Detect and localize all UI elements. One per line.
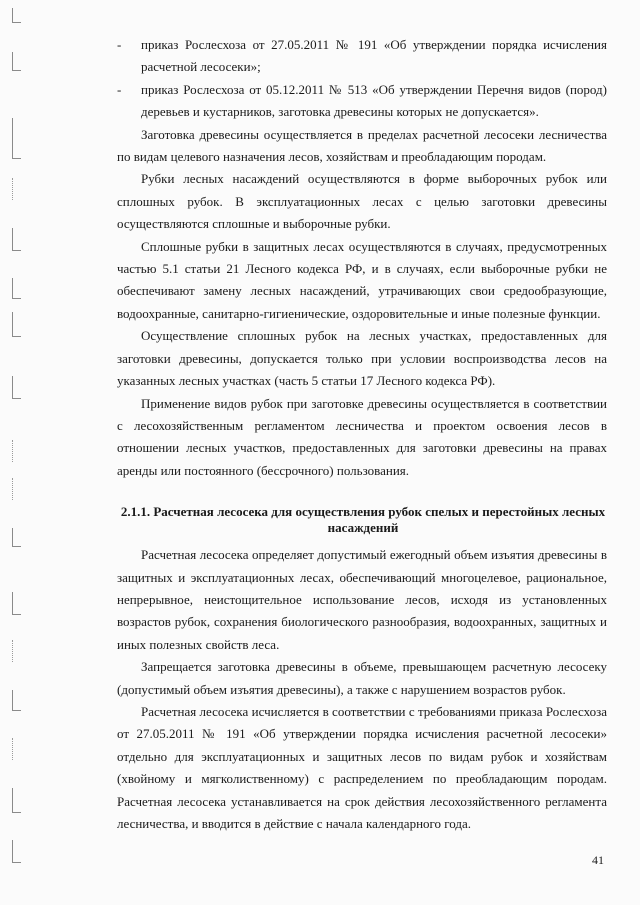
binding-mark [12, 376, 21, 399]
bullet-text: приказ Рослесхоза от 27.05.2011 № 191 «Об утверждении порядка исчисления расчетной лесосеки»; [141, 37, 607, 75]
binding-mark [12, 440, 14, 462]
paragraph: Применение видов рубок при заготовке древесины осуществляется в соответствии с лесохозяйственным регламентом лесничества и проектом освоения лесов в отношении лесных участков, предоставленных для заготовки древесины на правах аренды или постоянного (бессрочного) пользования. [117, 395, 607, 478]
bullet-marker: - [117, 81, 122, 97]
paragraph: Расчетная лесосека определяет допустимый ежегодный объем изъятия древесины в защитных и эксплуатационных лесах, обеспечивающий многоцелевое, рациональное, непрерывное, неистощительное использование лесов, исходя из установленных возрастов рубок, сохранения биологического разнообразия, водоохранных, защитных и иных полезных свойств леса. [117, 547, 607, 652]
bullet-item [117, 79, 607, 124]
bullet-item [117, 34, 607, 79]
paragraph: Заготовка древесины осуществляется в пределах расчетной лесосеки лесничества по видам целевого назначения лесов, хозяйствам и преобладающим породам. [117, 126, 607, 165]
binding-mark [12, 278, 21, 299]
binding-mark [12, 738, 14, 760]
binding-mark [12, 840, 21, 863]
binding-mark [12, 228, 21, 251]
binding-mark [12, 528, 21, 547]
binding-mark [12, 640, 14, 662]
binding-mark [12, 690, 21, 711]
paragraph: Расчетная лесосека исчисляется в соответствии с требованиями приказа Рослесхоза от 27.05.2011 № 191 «Об утверждении порядка исчисления расчетной лесосеки» отдельно для эксплуатационных и защитных лесов по видам рубок и хозяйствам (хвойному и мягколиственному) с распределением по преобладающим породам. Расчетная лесосека устанавливается на срок действия лесохозяйственного регламента лесничества, и вводится в действие с начала календарного года. [117, 703, 607, 831]
section-heading: 2.1.1. Расчетная лесосека для осуществления рубок спелых и перестойных лесных насаждений [120, 504, 606, 536]
paragraph: Сплошные рубки в защитных лесах осуществляются в случаях, предусмотренных частью 5.1 статьи 21 Лесного кодекса РФ, и в случаях, если выборочные рубки не обеспечивают замену лесных насаждений, утрачивающих свои средообразующие, водоохранные, санитарно-гигиенические, оздоровительные и иные полезные функции. [117, 238, 607, 321]
bullet-marker: - [117, 37, 122, 52]
paragraph: Запрещается заготовка древесины в объеме, превышающем расчетную лесосеку (допустимый объем изъятия древесины), а также с нарушением возрастов рубок. [117, 659, 607, 697]
binding-mark [12, 52, 21, 71]
binding-mark [12, 8, 21, 23]
bullet-text: приказ Рослесхоза от 05.12.2011 № 513 «Об утверждении Перечня видов (пород) деревьев и кустарников, заготовка древесины которых не допускается». [141, 81, 607, 120]
binding-mark [12, 178, 14, 200]
binding-mark [12, 788, 21, 813]
document-body [117, 34, 607, 835]
binding-mark [12, 118, 21, 159]
paragraph: Рубки лесных насаждений осуществляются в форме выборочных рубок или сплошных рубок. В эксплуатационных лесах с целью заготовки древесины осуществляются сплошные и выборочные рубки. [117, 171, 607, 232]
binding-mark [12, 592, 21, 615]
paragraph: Осуществление сплошных рубок на лесных участках, предоставленных для заготовки древесины, допускается только при условии воспроизводства лесов на указанных лесных участках (часть 5 статьи 17 Лесного кодекса РФ). [117, 328, 607, 389]
page-number: 41 [592, 853, 604, 867]
binding-mark [12, 312, 21, 337]
binding-mark [12, 478, 14, 500]
